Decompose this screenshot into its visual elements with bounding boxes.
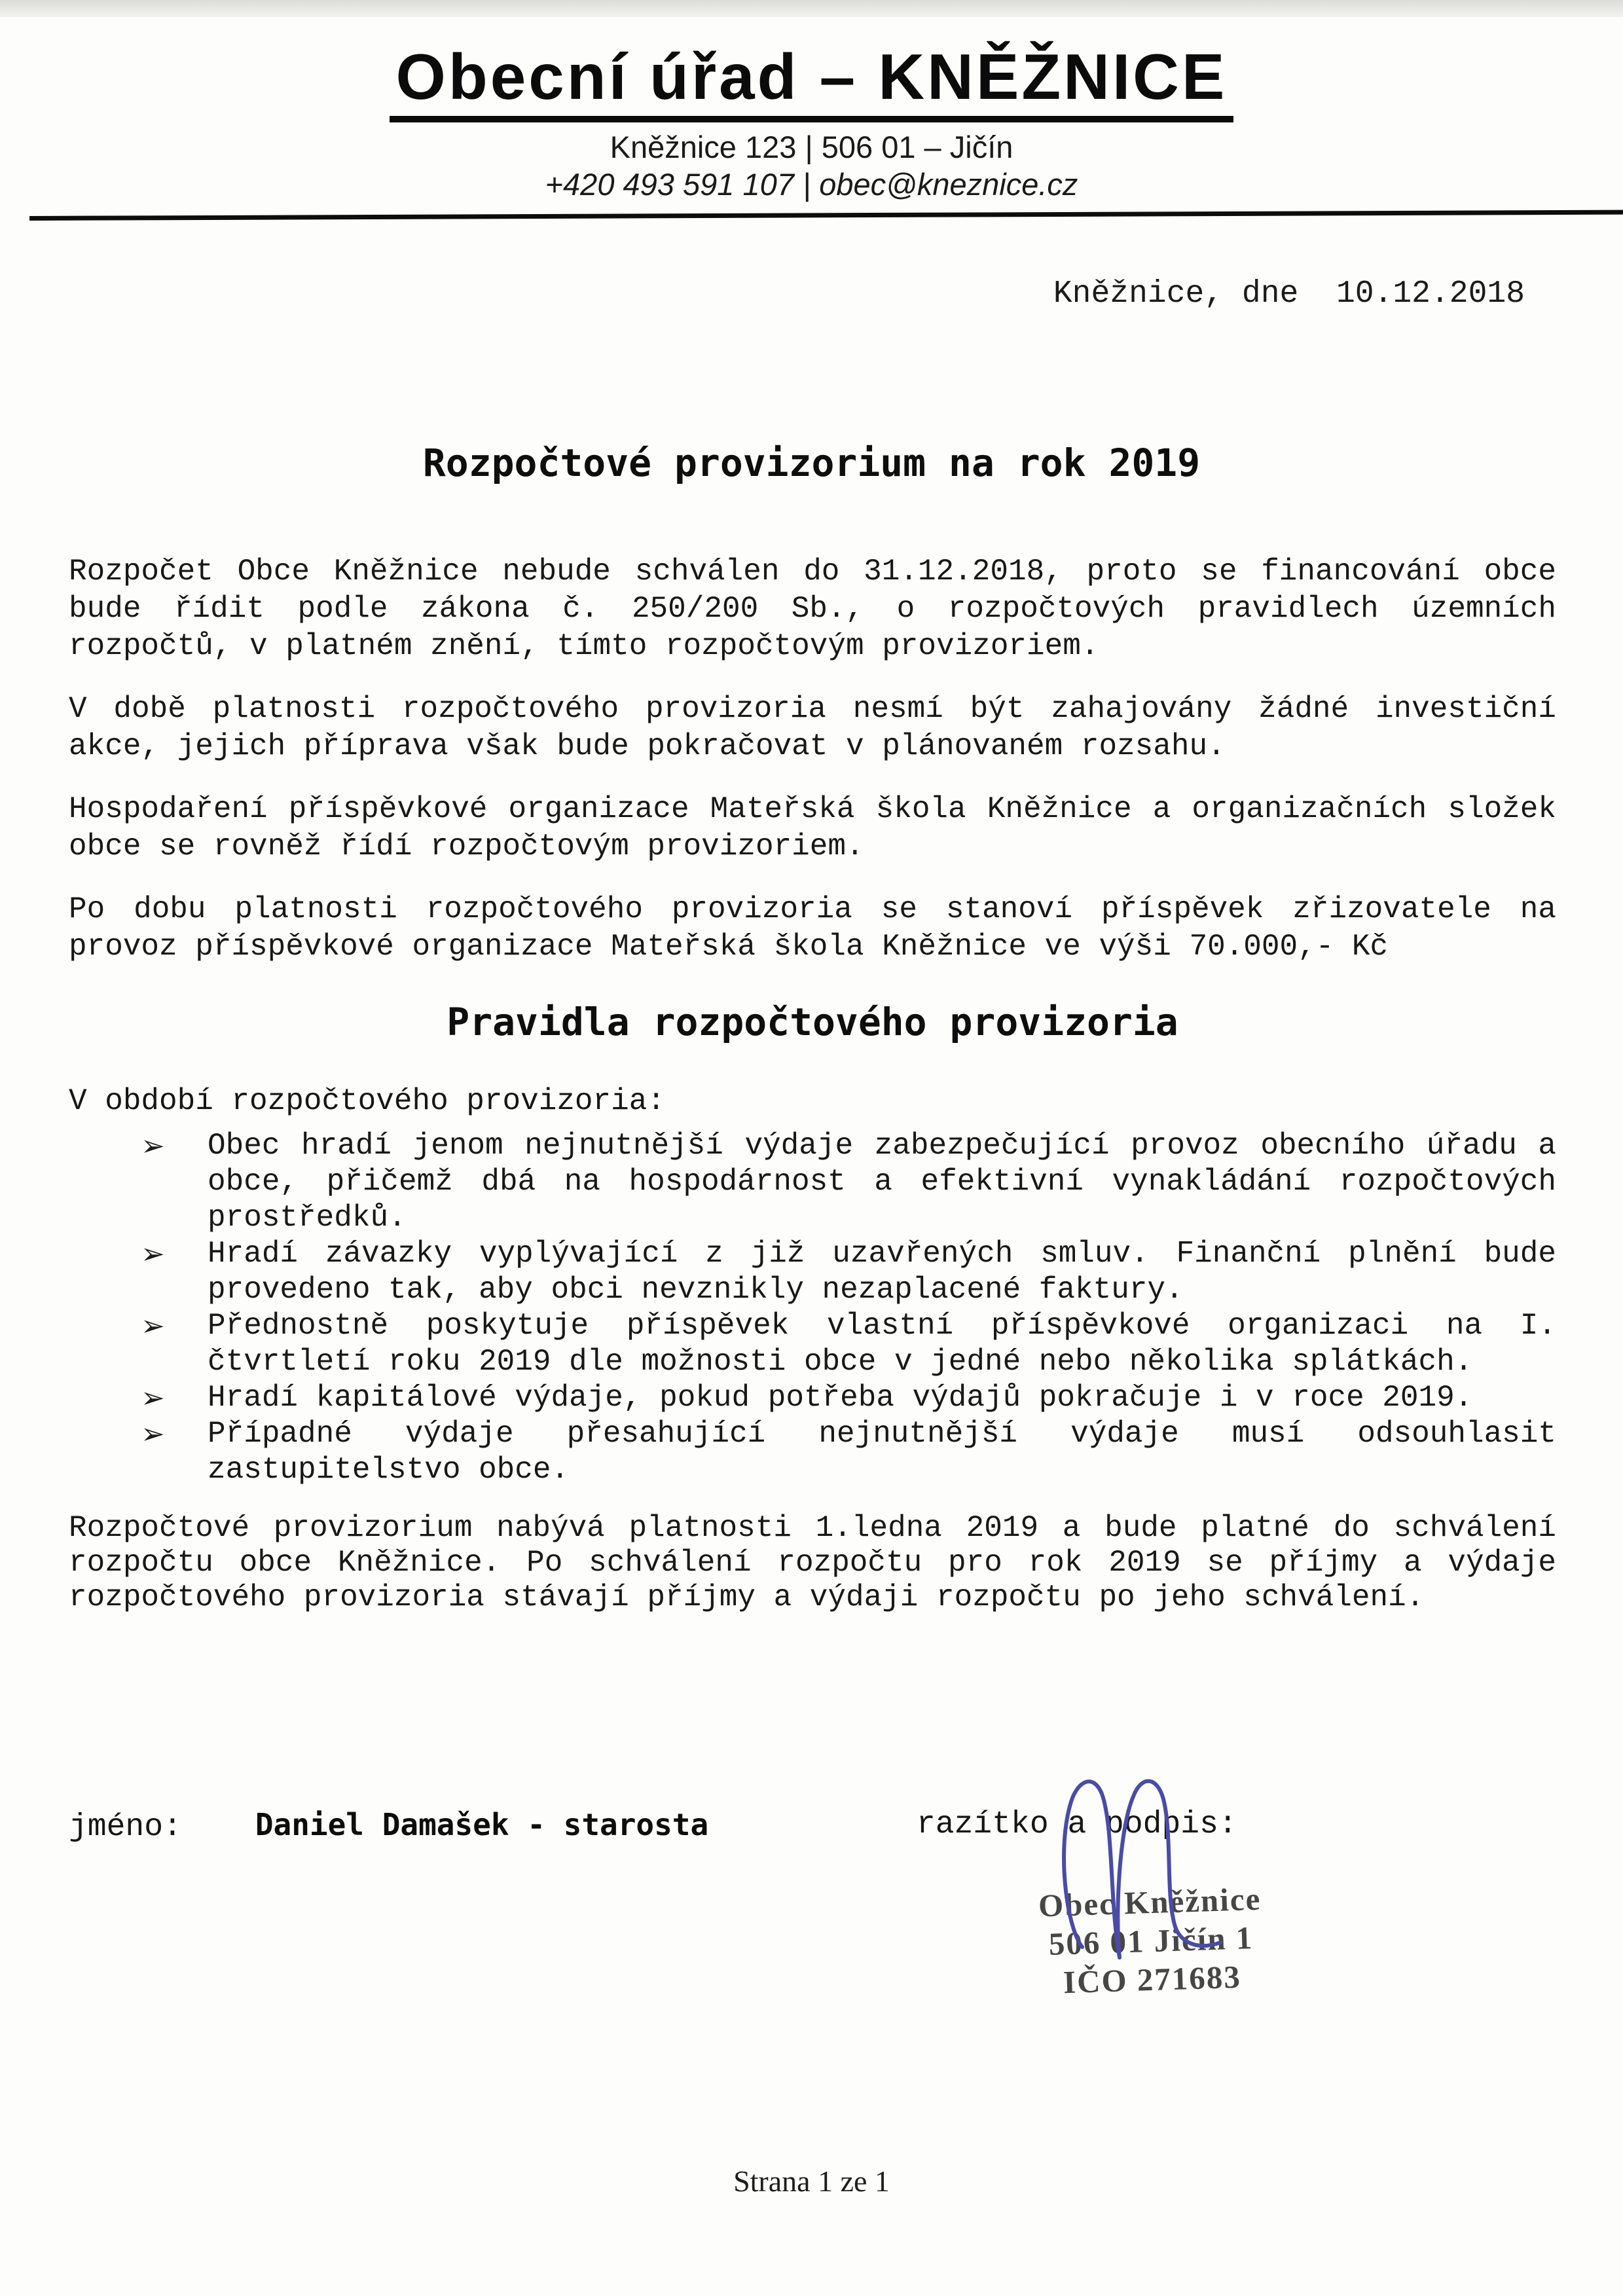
paragraph-budget-law: Rozpočet Obce Kněžnice nebude schválen do 31.12.2018, proto se financování obce bude řídit podle zákona č. 250/200 Sb., o rozpočtových pravidlech územních rozpočtů, v platném znění, tímto rozpočtovým provizoriem. (69, 555, 1556, 663)
paragraph-investments: V době platnosti rozpočtového provizoria nesmí být zahajovány žádné investiční akce, jejich příprava však bude pokračovat v plánovaném rozsahu. (69, 692, 1556, 763)
document-body (69, 553, 1556, 1615)
arrow-bullet-icon: ➢ (141, 1129, 165, 1163)
arrow-bullet-icon: ➢ (141, 1309, 165, 1343)
document-title: Rozpočtové provizorium na rok 2019 (422, 441, 1201, 485)
arrow-bullet-icon: ➢ (141, 1237, 165, 1271)
list-item-text: Případné výdaje přesahující nejnutnější výdaje musí odsouhlasit zastupitelstvo obce. (208, 1417, 1556, 1487)
letterhead (0, 43, 1623, 204)
office-contact: +420 493 591 107 | obec@kneznice.cz (545, 166, 1078, 202)
paragraph-school-contribution: Po dobu platnosti rozpočtového provizoria se stanoví příspěvek zřizovatele na provoz příspěvkové organizace Mateřská škola Kněžnice ve výši 70.000,- Kč (69, 892, 1556, 964)
list-item (69, 1380, 1556, 1416)
stamp-and-signature-label: razítko a podpis: (917, 1807, 1237, 1842)
list-item-text: Obec hradí jenom nejnutnější výdaje zabezpečující provoz obecního úřadu a obce, přičemž dbá na hospodárnost a efektivní vynakládání rozpočtových prostředků. (208, 1129, 1556, 1235)
signature-stroke-left (1064, 1781, 1120, 1958)
paragraph-validity: Rozpočtové provizorium nabývá platnosti 1.ledna 2019 a bude platné do schválení rozpočtu obce Kněžnice. Po schválení rozpočtu pro rok 2019 se příjmy a výdaje rozpočtového provizoria stávají příjmy a výdaji rozpočtu po jeho schválení. (69, 1511, 1556, 1614)
handwritten-signature (1046, 1769, 1360, 1972)
list-item (69, 1236, 1556, 1308)
name-label: jméno: (69, 1810, 182, 1845)
rules-intro: V období rozpočtového provizoria: (69, 1084, 665, 1118)
stamp-ico: IČO 271683 (1063, 1958, 1242, 2001)
arrow-bullet-icon: ➢ (141, 1381, 165, 1415)
signature-stroke-right (1118, 1781, 1220, 1958)
office-address: Kněžnice 123 | 506 01 – Jičín (610, 129, 1013, 164)
stamp-municipality: Obec Kněžnice (1038, 1880, 1262, 1924)
list-item-text: Hradí kapitálové výdaje, pokud potřeba výdajů pokračuje i v roce 2019. (208, 1381, 1473, 1415)
list-item (69, 1128, 1556, 1236)
list-item-text: Hradí závazky vyplývající z již uzavřených smluv. Finanční plnění bude provedeno tak, aby obci nevznikly nezaplacené faktury. (208, 1237, 1556, 1307)
date-line: Kněžnice, dne 10.12.2018 (1053, 276, 1525, 312)
rules-heading: Pravidla rozpočtového provizoria (447, 1000, 1178, 1044)
mayor-name: Daniel Damašek - starosta (255, 1807, 709, 1842)
list-item (69, 1308, 1556, 1380)
office-title: Obecní úřad – KNĚŽNICE (390, 43, 1234, 122)
scan-edge-artifact (0, 0, 1623, 17)
list-item-text: Přednostně poskytuje příspěvek vlastní příspěvkové organizaci na I. čtvrtletí roku 2019 dle možnosti obce v jedné nebo několika splátkách. (208, 1309, 1556, 1379)
paragraph-school-organisation: Hospodaření příspěvkové organizace Mateřská škola Kněžnice a organizačních složek obce se rovněž řídí rozpočtovým provizoriem. (69, 792, 1556, 864)
arrow-bullet-icon: ➢ (141, 1417, 165, 1451)
stamp-postal: 506 01 Jičín 1 (1048, 1920, 1254, 1962)
page-number: Strana 1 ze 1 (733, 2164, 890, 2198)
header-divider (29, 210, 1623, 221)
list-item (69, 1416, 1556, 1488)
rules-list (69, 1128, 1556, 1488)
